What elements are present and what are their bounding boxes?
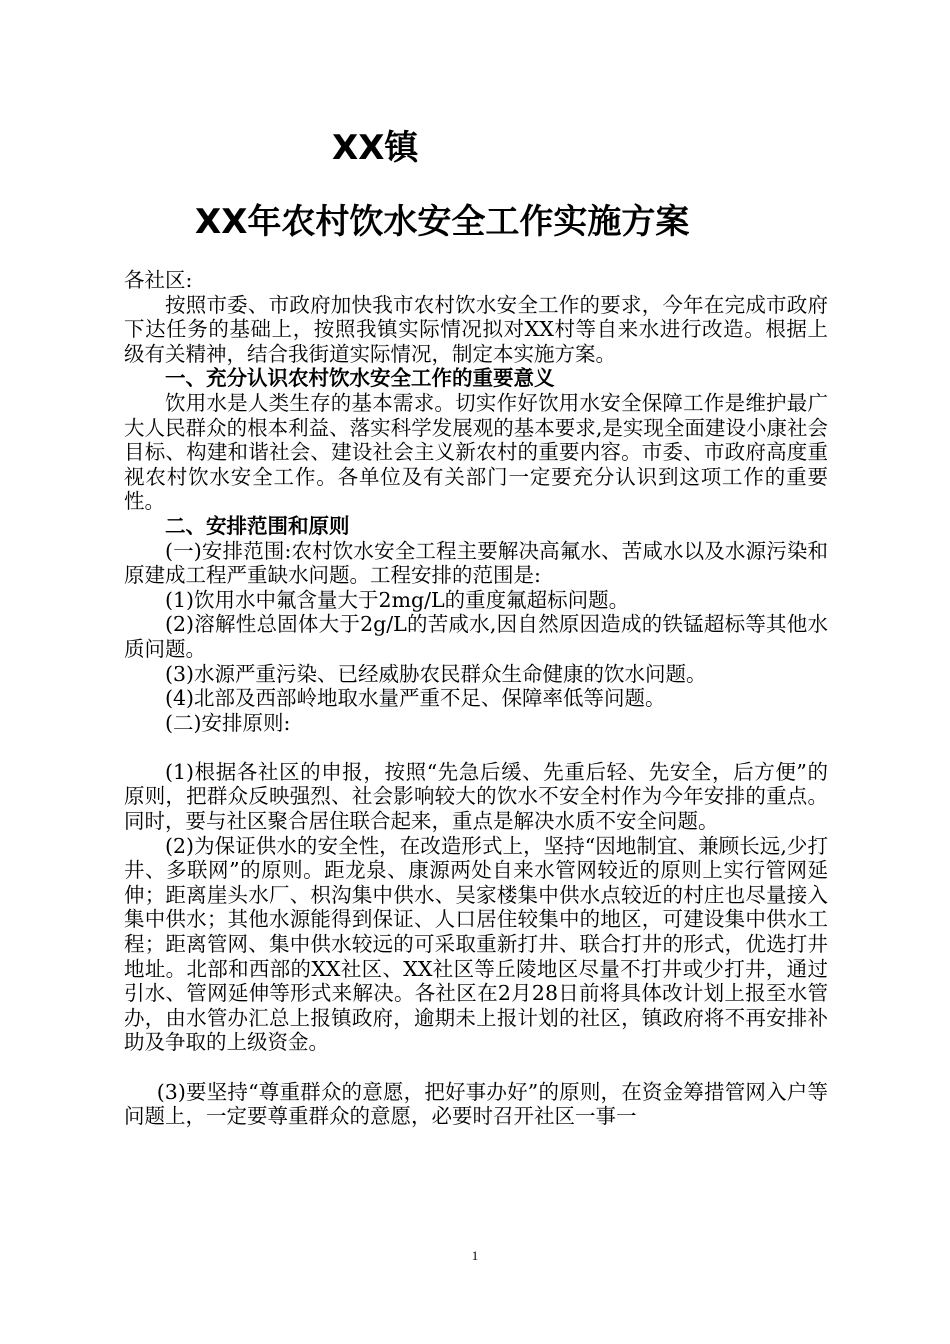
list-item-scope-2: (2)溶解性总固体大于2g/L的苦咸水,因自然原因造成的铁锰超标等其他水质问题。	[124, 612, 828, 661]
paragraph-significance: 饮用水是人类生存的基本需求。切实作好饮用水安全保障工作是维护最广大人民群众的根本利益、落实科学发展观的基本要求,是实现全面建设小康社会目标、构建和谐社会、建设社会主义新农村的重要内容。市委、市政府高度重视农村饮水安全工作。各单位及有关部门一定要充分认识到这项工作的重要性。	[124, 390, 828, 514]
paragraph-scope: (一)安排范围:农村饮水安全工程主要解决高氟水、苦咸水以及水源污染和原建成工程严重缺水问题。工程安排的范围是:	[124, 538, 828, 588]
section-heading-2: 二、安排范围和原则	[165, 513, 350, 538]
subheading-principles: (二)安排原则:	[165, 710, 291, 735]
page-number: 1	[471, 1248, 479, 1263]
list-item-principle-1: (1)根据各社区的申报，按照“先急后缓、先重后轻、先安全，后方便”的原则，把群众反映强烈、社会影响较大的饮水不安全村作为今年安排的重点。同时，要与社区聚合居住联合起来，重点是解决水质不安全问题。	[124, 759, 828, 834]
list-item-scope-3: (3)水源严重污染、已经威胁农民群众生命健康的饮水问题。	[165, 661, 707, 686]
list-item-principle-3: (3)要坚持“尊重群众的意愿，把好事办好”的原则，在资金筹措管网入户等问题上，一定要尊重群众的意愿，必要时召开社区一事一	[124, 1079, 828, 1129]
document-body	[124, 268, 828, 1129]
paragraph-intro: 按照市委、市政府加快我市农村饮水安全工作的要求，今年在完成市政府下达任务的基础上，按照我镇实际情况拟对XX村等自来水进行改造。根据上级有关精神，结合我街道实际情况，制定本实施方案。	[124, 292, 828, 366]
list-item-scope-1: (1)饮用水中氟含量大于2mg/L的重度氟超标问题。	[165, 587, 630, 612]
list-item-principle-2: (2)为保证供水的安全性，在改造形式上，坚持“因地制宜、兼顾长远,少打井、多联网”的原则。距龙泉、康源两处自来水管网较近的原则上实行管网延伸；距离崖头水厂、枳沟集中供水、吴家楼集中供水点较近的村庄也尽量接入集中供水；其他水源能得到保证、人口居住较集中的地区，可建设集中供水工程；距离管网、集中供水较远的可采取重新打井、联合打井的形式，优选打井地址。北部和西部的XX社区、XX社区等丘陵地区尽量不打井或少打井，通过引水、管网延伸等形式来解决。各社区在2月28日前将具体改计划上报至水管办，由水管办汇总上报镇政府，逾期未上报计划的社区，镇政府将不再安排补助及争取的上级资金。	[124, 833, 828, 1055]
list-item-scope-4: (4)北部及西部岭地取水量严重不足、保障率低等问题。	[165, 686, 666, 711]
document-title-plan: XX年农村饮水安全工作实施方案	[195, 202, 690, 242]
document-title-town: XX镇	[332, 128, 419, 168]
section-heading-1: 一、充分认识农村饮水安全工作的重要意义	[165, 366, 555, 391]
salutation: 各社区:	[124, 268, 193, 292]
